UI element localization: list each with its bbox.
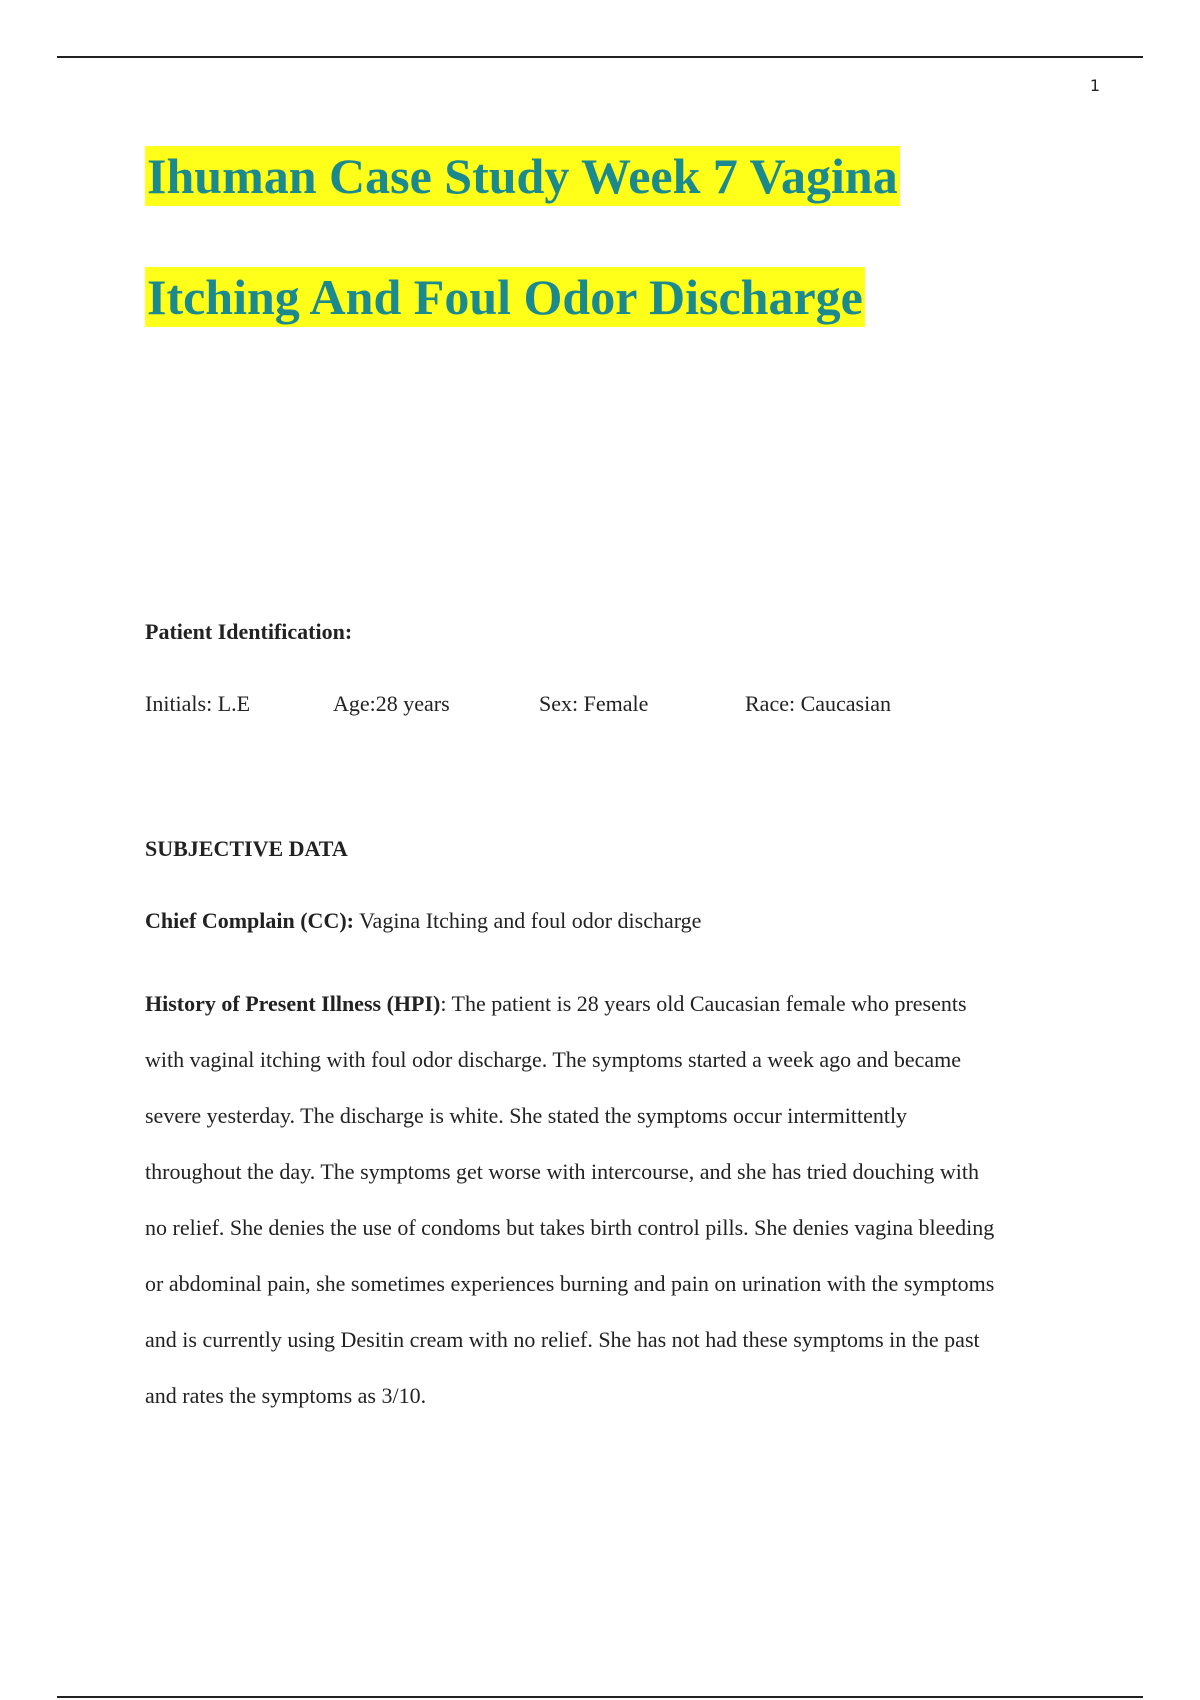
chief-complaint-label: Chief Complain (CC):	[145, 908, 354, 933]
document-title-line-1: Ihuman Case Study Week 7 Vagina	[147, 148, 898, 204]
patient-sex: Sex: Female	[539, 691, 649, 716]
hpi-line: History of Present Illness (HPI): The patient is 28 years old Caucasian female who presents	[145, 991, 967, 1016]
patient-identification-heading: Patient Identification:	[145, 619, 353, 644]
page-number: 1	[1089, 76, 1100, 95]
hpi-line: no relief. She denies the use of condoms but takes birth control pills. She denies vagina bleeding	[145, 1215, 995, 1240]
hpi-line: with vaginal itching with foul odor discharge. The symptoms started a week ago and became	[145, 1047, 962, 1072]
hpi-line: throughout the day. The symptoms get worse with intercourse, and she has tried douching with	[145, 1159, 980, 1184]
hpi-line: and rates the symptoms as 3/10.	[145, 1383, 427, 1408]
header-rule	[57, 56, 1143, 58]
chief-complaint-text: Vagina Itching and foul odor discharge	[354, 908, 702, 933]
subjective-data-heading: SUBJECTIVE DATA	[145, 836, 348, 861]
patient-age: Age:28 years	[333, 691, 450, 716]
patient-initials: Initials: L.E	[145, 691, 251, 716]
hpi-label: History of Present Illness (HPI)	[145, 991, 441, 1016]
hpi-paragraph	[145, 976, 1085, 1424]
chief-complaint	[145, 908, 701, 934]
hpi-line: or abdominal pain, she sometimes experiences burning and pain on urination with the symptoms	[145, 1271, 995, 1296]
patient-race: Race: Caucasian	[745, 691, 891, 716]
hpi-line: and is currently using Desitin cream with no relief. She has not had these symptoms in the past	[145, 1327, 980, 1352]
hpi-line: severe yesterday. The discharge is white. She stated the symptoms occur intermittently	[145, 1103, 908, 1128]
footer-rule	[57, 1696, 1143, 1698]
document-title-line-2: Itching And Foul Odor Discharge	[147, 269, 863, 325]
